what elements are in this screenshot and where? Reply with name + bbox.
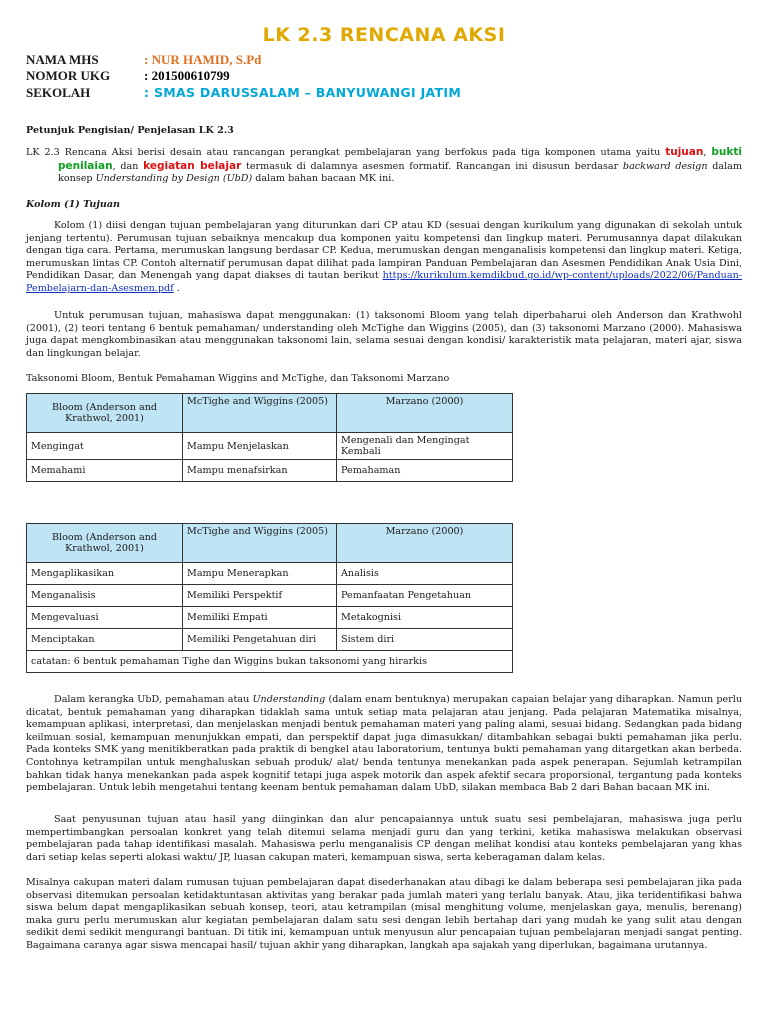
header-mctighe: McTighe and Wiggins (2005) [183, 524, 337, 563]
table-row [27, 629, 513, 651]
table-row [27, 585, 513, 607]
table-header-row [27, 524, 513, 563]
table-cell: Menganalisis [27, 585, 183, 607]
table-cell: Mengaplikasikan [27, 563, 183, 585]
intro-italic: backward design [622, 160, 708, 172]
table-cell: Mengevaluasi [27, 607, 183, 629]
intro-italic: Understanding by Design (UbD) [95, 173, 253, 185]
table-header-row [27, 394, 513, 433]
kolom-paragraph-1 [26, 220, 742, 296]
kolom-paragraph-2: Untuk perumusan tujuan, mahasiswa dapat menggunakan: (1) taksonomi Bloom yang telah diperbaharui oleh Anderson dan Krathwohl (2001), (2) teori tentang 6 bentuk pemahaman/ understanding oleh McTighe dan Wiggins (2005), dan (3) taksonomi Marzano (2000). Mahasiswa juga dapat mengkombinasikan atau menggunakan taksonomi lain, selama sesuai dengan kondisi/ karakteristik mata pelajaran, materi ajar, siswa dan lingkungan belajar. [26, 310, 742, 359]
table-cell: Mengenali dan Mengingat Kembali [337, 433, 513, 460]
ubd-text: (dalam enam bentuknya) merupakan capaian belajar yang diharapkan. Namun perlu dicatat, bentuk pemahaman yang diharapkan tidaklah sama untuk setiap mata pelajaran atau jenjang. Pada pelajaran Matematika misalnya, kemampuan aplikasi, interpretasi, dan menjelaskan menjadi bentuk pemahaman materi yang paling alami, sesuai bidang. Sedangkan pada bidang keilmuan sosial, kemampuan menunjukkan empati, dan perspektif dapat juga dimasukkan/ ditambahkan sebagai bukti pemahaman jika perlu. Pada konteks SMK yang menitikberatkan pada praktik di bengkel atau laboratorium, tentunya bukti pemahaman yang ditargetkan akan berbeda. Contohnya ketrampilan untuk menghaluskan sebuah produk/ alat/ benda tentunya menekankan pada aspek penerapan. Sejumlah ketrampilan bahkan tidak hanya menekankan pada aspek kognitif tetapi juga aspek motorik dan aspek afektif secara proporsional, tergantung pada konteks pembelajaran. Untuk lebih mengetahui tentang keenam bentuk pemahaman dalam UbD, silakan membaca Bab 2 dari Bahan bacaan MK ini. [26, 694, 743, 794]
identity-value: : SMAS DARUSSALAM – BANYUWANGI JATIM [144, 85, 462, 100]
intro-text: , [703, 147, 712, 158]
intro-text: LK 2.3 Rencana Aksi berisi desain atau rancangan perangkat pembelajaran yang berfokus pada tiga komponen utama yaitu [26, 147, 666, 158]
kolom-text: Kolom (1) diisi dengan tujuan pembelajaran yang diturunkan dari CP atau KD (sesuai dengan kurikulum yang digunakan di sekolah untuk jenjang tertentu). Perumusan tujuan sebaiknya mencakup dua komponen yaitu kompetensi dan lingkup materi. Perumusannya dapat dilakukan dengan tiga cara. Pertama, merumuskan langsung berdasar CP. Kedua, merumuskan dengan menganalisis kompetensi dan lingkup materi. Ketiga, merumuskan lintas CP. Contoh alternatif perumusan dapat dilihat pada lampiran Panduan Pembelajaran dan Asesmen Pendidikan Anak Usia Dini, Pendidikan Dasar, dan Menengah yang dapat diakses di tautan berikut [26, 220, 742, 282]
table-cell: Memahami [27, 460, 183, 482]
ubd-text: Dalam kerangka UbD, pemahaman atau [54, 694, 253, 705]
table-cell: Memiliki Perspektif [183, 585, 337, 607]
intro-text: dalam bahan bacaan MK ini. [252, 173, 395, 185]
table-note: catatan: 6 bentuk pemahaman Tighe dan Wiggins bukan taksonomi yang hirarkis [27, 651, 513, 673]
taxonomy-table-2 [26, 523, 513, 673]
header-bloom: Bloom (Anderson and Krathwol, 2001) [27, 394, 183, 433]
table-row [27, 563, 513, 585]
intro-text: termasuk di dalamnya asesmen formatif. Rancangan ini disusun berdasar [241, 160, 623, 172]
table-cell: Mampu Menerapkan [183, 563, 337, 585]
table-cell: Sistem diri [337, 629, 513, 651]
table-cell: Metakognisi [337, 607, 513, 629]
identity-ukg-row [26, 68, 230, 84]
panduan-link[interactable]: https://kurikulum.kemdikbud.go.id/wp-content/uploads/2022/06/Panduan-Pembelajarn-dan-Asesmen.pdf [26, 270, 742, 294]
table-cell: Mampu menafsirkan [183, 460, 337, 482]
table-note-row [27, 651, 513, 673]
keyword-tujuan: tujuan [665, 146, 704, 158]
identity-school-row [26, 85, 461, 101]
kolom-heading: Kolom (1) Tujuan [26, 199, 121, 210]
table-cell: Pemanfaatan Pengetahuan [337, 585, 513, 607]
identity-value: : NUR HAMID, S.Pd [144, 52, 262, 67]
keyword-kegiatan-belajar: kegiatan belajar [143, 159, 242, 172]
misalnya-paragraph: Misalnya cakupan materi dalam rumusan tujuan pembelajaran dapat disederhanakan atau dibagi ke dalam beberapa sesi pembelajaran jika pada observasi ditemukan persoalan ketidaktuntasan aktivitas yang berakar pada jumlah materi yang terlalu banyak. Atau, jika teridentifikasi bahwa siswa belum dapat mengaplikasikan sebuah konsep, teori, atau ketrampilan (misal menghitung volume, menjelaskan gaya, menulis, berenang) maka guru perlu merumuskan alur kegiatan pembelajaran dalam satu sesi dengan lebih bertahap dari yang mudah ke yang sulit atau dengan sedikit demi sedikit mengurangi bantuan. Di titik ini, kemampuan untuk menyusun alur pencapaian tujuan pembelajaran menjadi sangat penting. Bagaimana caranya agar siswa mencapai hasil/ tujuan akhir yang diharapkan, langkah apa sajakah yang diperlukan, bagaimana urutannya. [26, 877, 742, 951]
table-caption: Taksonomi Bloom, Bentuk Pemahaman Wiggins and McTighe, dan Taksonomi Marzano [26, 373, 450, 384]
table-cell: Pemahaman [337, 460, 513, 482]
table-cell: Mampu Menjelaskan [183, 433, 337, 460]
intro-text: , dan [112, 160, 144, 172]
identity-name-row [26, 52, 261, 68]
page-title: LK 2.3 RENCANA AKSI [262, 24, 506, 46]
table-row [27, 607, 513, 629]
table-cell: Memiliki Pengetahuan diri [183, 629, 337, 651]
table-row [27, 460, 513, 482]
keyword-bukti-penilaian: bukti penilaian [58, 146, 742, 172]
petunjuk-heading: Petunjuk Pengisian/ Penjelasan LK 2.3 [26, 125, 234, 136]
identity-label: NAMA MHS [26, 52, 99, 67]
table-cell: Analisis [337, 563, 513, 585]
ubd-paragraph [26, 694, 742, 795]
table-cell: Mengingat [27, 433, 183, 460]
identity-label: NOMOR UKG [26, 68, 111, 83]
header-mctighe: McTighe and Wiggins (2005) [183, 394, 337, 433]
table-cell: Menciptakan [27, 629, 183, 651]
identity-value: : 201500610799 [144, 68, 230, 83]
taxonomy-table-1 [26, 393, 513, 482]
identity-label: SEKOLAH [26, 85, 91, 100]
table-row [27, 433, 513, 460]
kolom-text: . [173, 282, 180, 294]
intro-text: dalam konsep [58, 160, 742, 185]
header-marzano: Marzano (2000) [337, 394, 513, 433]
table-cell: Memiliki Empati [183, 607, 337, 629]
saat-paragraph: Saat penyusunan tujuan atau hasil yang diinginkan dan alur pencapaiannya untuk suatu sesi pembelajaran, mahasiswa juga perlu mempertimbangkan persoalan konkret yang telah ditemui selama menjadi guru dan yang terkini, ketika mahasiswa melakukan observasi pembelajaran pada tahap identifikasi masalah. Mahasiswa perlu menganalisis CP dengan melihat kondisi atau konteks pembelajaran yang khas dari setiap kelas seperti alokasi waktu/ JP, luasan cakupan materi, kemampuan siswa, serta keberagaman dalam kelas. [26, 814, 742, 863]
ubd-italic: Understanding [252, 694, 326, 705]
header-marzano: Marzano (2000) [337, 524, 513, 563]
intro-paragraph [26, 146, 742, 186]
header-bloom: Bloom (Anderson and Krathwol, 2001) [27, 524, 183, 563]
